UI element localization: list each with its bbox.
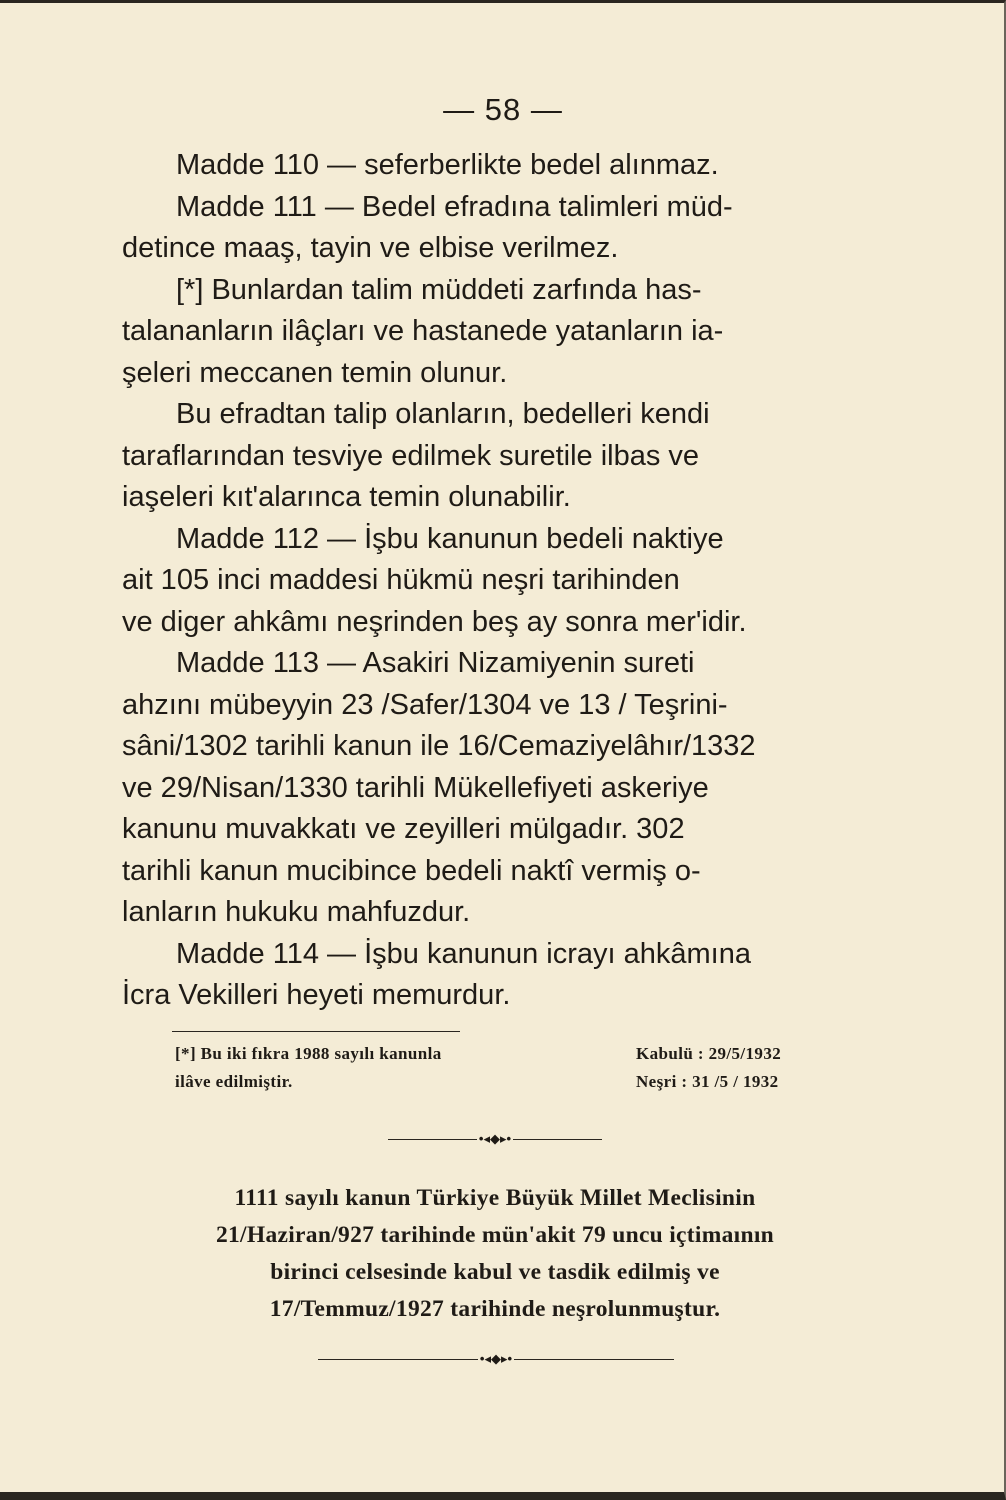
article-112 xyxy=(122,519,870,644)
text-line: Bu efradtan talip olanların, bedelleri kendi xyxy=(176,398,710,430)
text-line: Madde 113 — Asakiri Nizamiyenin sureti xyxy=(176,647,695,679)
text-line: lanların hukuku mahfuzdur. xyxy=(122,896,471,928)
text-line: ve diger ahkâmı neşrinden beş ay sonra mer'idir. xyxy=(122,605,747,638)
divider-line xyxy=(514,1359,674,1360)
article-113 xyxy=(122,643,870,934)
article-body xyxy=(122,145,870,1017)
text-line: Madde 111 — Bedel efradına talimleri müd- xyxy=(176,190,733,223)
article-111 xyxy=(122,187,870,270)
divider-diamond-icon: •◂◆▸• xyxy=(479,1351,513,1366)
text-line: Madde 112 — İşbu kanunun bedeli naktiye xyxy=(176,522,724,555)
article-111-volunteers xyxy=(122,394,870,519)
footnote xyxy=(175,1040,585,1096)
footnote-rule xyxy=(172,1031,460,1032)
text-line: taraflarından tesviye edilmek suretile ilbas ve xyxy=(122,439,700,472)
footnote-line: [*] Bu iki fıkra 1988 sayılı kanunla xyxy=(175,1044,442,1063)
text-line: [*] Bunlardan talim müddeti zarfında has- xyxy=(176,273,702,306)
enactment-line: birinci celsesinde kabul ve tasdik edilmiş ve xyxy=(270,1259,720,1285)
text-line: ait 105 inci maddesi hükmü neşri tarihinden xyxy=(122,564,680,596)
end-divider-ornament xyxy=(318,1352,674,1366)
text-line: ve 29/Nisan/1330 tarihli Mükellefiyeti askeriye xyxy=(122,771,709,804)
text-line: iaşeleri kıt'alarınca temin olunabilir. xyxy=(122,481,571,513)
divider-line xyxy=(388,1139,477,1140)
acceptance-date: Kabulü : 29/5/1932 xyxy=(636,1044,782,1063)
enactment-line: 21/Haziran/927 tarihinde mün'akit 79 uncu içtimaının xyxy=(215,1222,775,1248)
text-line: tarihli kanun mucibince bedeli naktî vermiş o- xyxy=(122,854,701,887)
text-line: Madde 110 — seferberlikte bedel alınmaz. xyxy=(176,149,719,181)
section-divider-ornament xyxy=(388,1132,602,1146)
text-line: ahzını mübeyyin 23 /Safer/1304 ve 13 / Teşrini- xyxy=(122,688,728,721)
footnote-line: ilâve edilmiştir. xyxy=(175,1072,293,1091)
text-line: Madde 114 — İşbu kanunun icrayı ahkâmına xyxy=(176,937,751,970)
enactment-line: 17/Temmuz/1927 tarihinde neşrolunmuştur. xyxy=(269,1296,721,1322)
law-dates xyxy=(636,1040,781,1096)
text-line: kanunu muvakkatı ve zeyilleri mülgadır. 302 xyxy=(122,813,685,845)
text-line: detince maaş, tayin ve elbise verilmez. xyxy=(122,232,619,264)
divider-line xyxy=(513,1139,602,1140)
divider-diamond-icon: •◂◆▸• xyxy=(478,1131,512,1146)
text-line: sâni/1302 tarihli kanun ile 16/Cemaziyelâhır/1332 xyxy=(122,730,756,762)
page-number: — 58 — xyxy=(443,92,563,127)
article-111-amendment xyxy=(122,270,870,395)
enactment-note xyxy=(122,1180,868,1328)
text-line: İcra Vekilleri heyeti memurdur. xyxy=(122,979,511,1011)
article-110 xyxy=(122,145,870,187)
article-114 xyxy=(122,934,870,1017)
divider-line xyxy=(318,1359,478,1360)
text-line: talananların ilâçları ve hastanede yatanların ia- xyxy=(122,315,724,347)
enactment-line: 1111 sayılı kanun Türkiye Büyük Millet Meclisinin xyxy=(234,1185,756,1211)
publication-date: Neşri : 31 /5 / 1932 xyxy=(636,1072,779,1091)
text-line: şeleri meccanen temin olunur. xyxy=(122,356,508,389)
